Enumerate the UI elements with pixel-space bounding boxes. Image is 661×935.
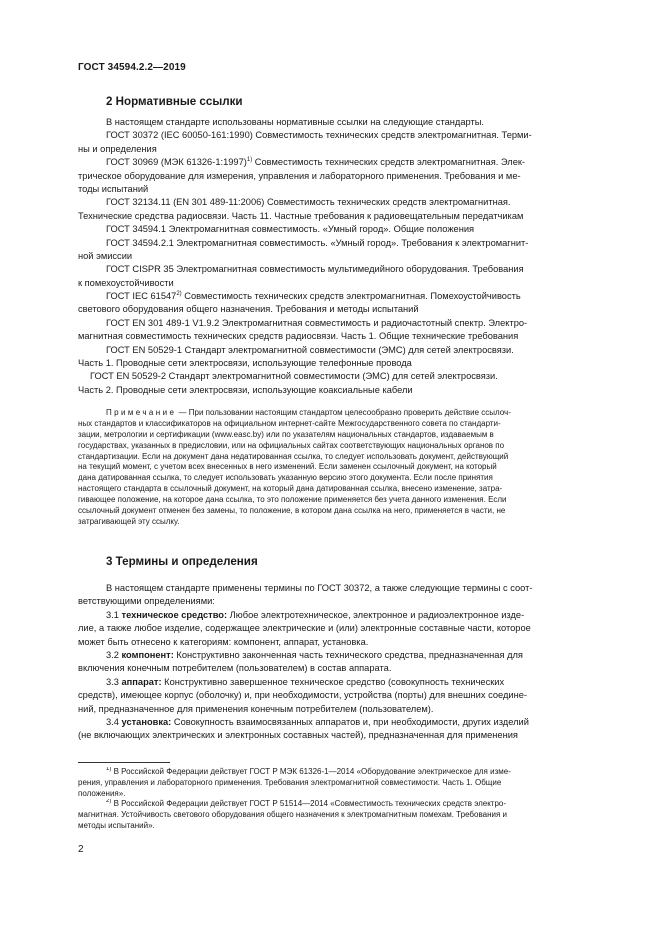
section-2-line [78,196,614,209]
line-text: к помехоустойчивости [78,277,174,288]
section-3-line [78,689,614,702]
line-text: лие, а также любое изделие, содержащее электрические и (или) электронные составные части, которое [78,623,531,634]
section-2-line [78,223,614,236]
line-text: ГОСТ 30969 (МЭК 61326-1:1997) [106,157,247,168]
line-text: В Российской Федерации действует ГОСТ Р 51514—2014 «Совместимость технических средств электро- [111,799,507,809]
note-line: гивающее положение, на которое дана ссылка, то это положение применяется без учета данного изменения. Если [78,495,507,505]
line-text: В Российской Федерации действует ГОСТ Р МЭК 61326-1—2014 «Оборудование электрическое для изме- [111,767,511,776]
section-3-line [78,676,614,689]
term: установка: [121,716,172,727]
line-text: Совокупность взаимосвязанных аппаратов и, при необходимости, других изделий [171,716,529,727]
line-text: ГОСТ EN 50529-1 Стандарт электромагнитной совместимости (ЭМС) для сетей электросвязи. [106,344,514,355]
section-2-line [78,384,614,397]
section-2-line [78,237,614,250]
line-text: ГОСТ EN 301 489-1 V1.9.2 Электромагнитная совместимость и радиочастотный спектр. Электро- [106,317,528,328]
section-3-line [78,595,614,608]
note-block [78,408,614,528]
note-line: на текущий момент, с учетом всех внесенных в него изменений. Если заменен ссылочный документ, на который [78,462,497,472]
line-text: ний, предназначенное для применения конечным потребителем (пользователем). [78,703,434,714]
section-3-line [78,582,614,595]
section-3-title: 3 Термины и определения [106,555,258,568]
footnote-line [78,767,614,778]
term: аппарат: [121,676,162,687]
line-text: ветствующими определениями: [78,596,215,607]
footnote-separator [78,762,170,763]
line-text: Конструктивно завершенное техническое средство (совокупность технических [161,676,505,687]
section-3-body [78,582,614,743]
line-text: положения». [78,788,126,798]
line-text: включения конечным потребителем (пользователем) в состав аппарата. [78,663,392,674]
line-text: ГОСТ 34594.2.1 Электромагнитная совместимость. «Умный город». Требования к электромагнит- [106,237,529,248]
section-2-line [78,370,614,383]
section-3-line [78,729,614,742]
line-text: методы испытаний». [78,820,155,830]
line-text: ГОСТ EN 50529-2 Стандарт электромагнитной совместимости (ЭМС) для сетей электросвязи. [90,371,498,382]
footnote-mark: 1) [106,767,112,772]
note-line: государствах, указанных в предисловии, или на официальных сайтах соответствующих национальных органов по [78,440,505,450]
section-2-line [78,290,614,303]
footnote-line [78,821,614,832]
section-2-line [78,277,614,290]
note-line: зации, метрологии и сертификации (www.easc.by) или по указателям национальных стандартов, издаваемым в [78,429,494,439]
line-text: — При пользовании настоящим стандартом целесообразно проверить действие ссылоч- [176,408,511,417]
line-text: ГОСТ 34594.1 Электромагнитная совместимость. «Умный город». Общие положения [106,224,475,235]
line-text: ны и определения [78,143,157,154]
clause-number: 3.4 [106,716,122,727]
note-line: затрагивающей эту ссылку. [78,516,180,526]
footnote-mark: 2) [106,799,112,805]
section-3-line [78,649,614,662]
line-text: светового оборудования общего назначения. Требования и методы испытаний [78,304,419,315]
footnote-line [78,810,614,821]
section-2-line [78,250,614,263]
note-line: стандартизации. Если на документ дана недатированная ссылка, то следует использовать документ, действующий [78,451,509,461]
note-line: ных стандартов и классификаторов на официальном интернет-сайте Межгосударственного совета по стандарти- [78,418,501,428]
line-text: ГОСТ 32134.11 (EN 301 489-11:2006) Совместимость технических средств электромагнитная. [106,197,511,208]
line-text: магнитная совместимость технических средств радиосвязи. Часть 1. Общие технические требования [78,331,519,342]
line-text: ГОСТ IEC 61547 [106,291,177,302]
line-text: ГОСТ CISPR 35 Электромагнитная совместимость мультимедийного оборудования. Требования [106,264,524,275]
footnotes [78,767,614,832]
section-2-line [78,303,614,316]
section-2-line [78,357,614,370]
note-line: настоящего стандарта в ссылочный документ, на который дана датированная ссылка, внесено изменение, затра- [78,484,503,494]
line-text: рения, управления и лабораторного применения. Требования электромагнитной совместимости. Часть 1. Общие [78,777,502,787]
clause-number: 3.2 [106,649,122,660]
section-3-line [78,703,614,716]
footnote-ref: 1) [246,157,253,164]
section-2-line [78,330,614,343]
note-label: Примечание [106,408,177,417]
line-text: ГОСТ 30372 (IEC 60050-161:1990) Совместимость технических средств электромагнитная. Терми- [106,130,532,141]
note-line: дана датированная ссылка, то следует использовать указанную версию этого документа. Если после принятия [78,473,493,483]
line-text: ной эмиссии [78,250,133,261]
line-text: Совместимость технических средств электромагнитная. Элек- [252,157,526,168]
line-text: средств), имеющее корпус (оболочку) и, при необходимости, устройства (порты) для внешних соедине- [78,690,528,701]
line-text: Любое электротехническое, электронное и радиоэлектронное изде- [227,609,525,620]
term: техническое средство: [121,609,228,620]
line-text: В настоящем стандарте использованы нормативные ссылки на следующие стандарты. [106,117,485,127]
line-text: (не включающих электрических и электронных составных частей), предназначенная для применения [78,730,518,741]
section-3-line [78,662,614,675]
section-2-line [78,263,614,276]
note-line [78,408,614,419]
line-text: может быть отнесено к категориям: компонент, аппарат, установка. [78,636,369,647]
section-2-line [78,129,614,142]
section-2-line [78,143,614,156]
section-3-line [78,622,614,635]
line-text: Совместимость технических средств электромагнитная. Помехоустойчивость [181,291,521,302]
section-2-title: 2 Нормативные ссылки [106,95,243,108]
section-2-line [78,156,614,169]
section-2-line [78,170,614,183]
section-2-line [78,116,614,129]
running-header: ГОСТ 34594.2.2—2019 [78,62,186,73]
section-3-line [78,609,614,622]
section-3-line [78,716,614,729]
line-text: трическое оборудование для измерения, управления и лабораторного применения. Требования и ме- [78,170,521,181]
clause-number: 3.1 [106,609,122,620]
footnote-line [78,778,614,789]
footnote-ref: 2) [176,291,182,298]
page-number: 2 [78,844,84,855]
clause-number: 3.3 [106,676,122,687]
line-text: В настоящем стандарте применены термины по ГОСТ 30372, а также следующие термины с соот- [106,583,533,593]
section-3-line [78,636,614,649]
note-line: ссылочный документ отменен без замены, то положение, в котором дана ссылка на него, применяется в части, не [78,506,506,516]
line-text: Технические средства радиосвязи. Часть 11. Частные требования к радиовещательным передатчикам [78,210,524,221]
section-2-line [78,317,614,330]
section-2-body [78,116,614,397]
line-text: Конструктивно законченная часть технического средства, предназначенная для [173,649,523,660]
line-text: магнитная. Устойчивость светового оборудования общего назначения к электромагнитным помехам. Требования и [78,810,507,820]
footnote-line [78,789,614,800]
section-2-line [78,183,614,196]
section-2-line [78,210,614,223]
line-text: Часть 1. Проводные сети электросвязи, использующие телефонные провода [78,358,412,369]
section-2-line [78,344,614,357]
line-text: тоды испытаний [78,183,149,194]
line-text: Часть 2. Проводные сети электросвязи, использующие коаксиальные кабели [78,384,413,395]
footnote-line [78,799,614,810]
term: компонент: [121,649,174,660]
